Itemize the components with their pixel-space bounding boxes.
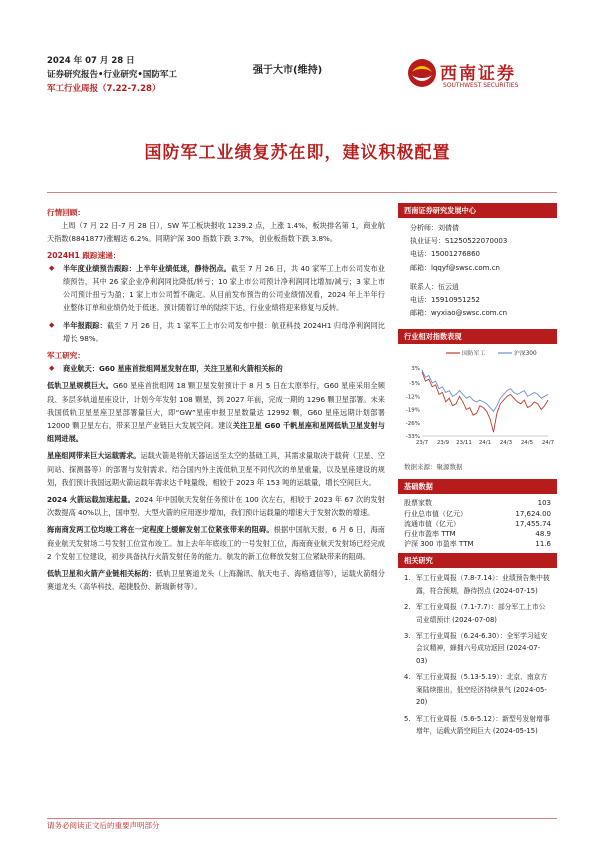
stats-label: 行业总市值（亿元） [404, 509, 467, 518]
chart-header: 行业相对指数表现 [398, 329, 557, 344]
research-center-header: 西南证券研究发展中心 [398, 203, 557, 218]
related-research-list [398, 568, 557, 745]
y-tick-label: -5% [409, 381, 420, 388]
stats-label: 股票家数 [404, 499, 432, 508]
company-logo [407, 55, 557, 95]
stats-value: 48.9 [535, 530, 551, 539]
x-tick-label: 24/7 [541, 440, 555, 447]
report-type: 证券研究报告•行业研究•国防军工 [47, 70, 177, 80]
x-tick-label: 24/1 [478, 440, 492, 447]
related-research-text: 军工行业周报（7.8-7.14）：业绩预告集中披露，符合预期，静待拐点 (2024-07-15) [416, 574, 550, 595]
related-research-number: 4. [404, 673, 411, 682]
paragraph-emphasis: 关注卫星 G60 千帆星座和星网低轨卫星发射与组网进展。 [47, 421, 385, 444]
related-research-item[interactable] [404, 671, 551, 708]
paragraph-2024-launch [47, 493, 385, 519]
section-title-market: 行情回顾： [47, 208, 85, 217]
paragraph-text: 运载火箭是将航天器运送至太空的基础工具，其需求量取决于载荷（卫星、空间站、探测器等）的部署与发射需求。结合国内外主流低轨卫星不同代次的单星重量，以及星座建设的规划，我们预计我国远期火箭运载年需求达千吨量级，相较于 2023 年 153 吨的运载量，增长空间巨大。 [47, 451, 385, 487]
section-title-research: 军工研究： [47, 351, 85, 361]
related-research-number: 2. [404, 603, 411, 612]
stats-label: 沪深 300 市盈率 TTM [404, 540, 474, 549]
paragraph-leo-satellites [47, 379, 385, 445]
chart-source: 数据来源：聚源数据 [404, 463, 463, 472]
y-tick-label: -26% [405, 421, 420, 428]
paragraph-hainan-launch-site [47, 523, 385, 563]
logo-mark-icon [407, 58, 437, 88]
report-date: 2024 年 07 月 28 日 [47, 56, 135, 66]
related-research-item[interactable] [404, 572, 551, 597]
line-chart [398, 344, 557, 459]
x-tick-label: 23/11 [456, 440, 472, 447]
header-info [47, 54, 177, 96]
paragraph-launch-demand [47, 449, 385, 489]
bullet-earnings-forecast [47, 262, 385, 315]
paragraph-related-stocks [47, 567, 385, 593]
rating: 强于大市(维持) [253, 65, 323, 76]
stats-value: 17,624.00 [515, 509, 551, 518]
legend-label: 沪深300 [514, 351, 537, 358]
related-research-header: 相关研究 [398, 553, 557, 568]
bullet-heading: 半年报跟踪： [63, 320, 107, 330]
stats-row [404, 509, 551, 519]
basic-data-header: 基础数据 [398, 479, 557, 494]
x-tick-label: 23/7 [415, 440, 429, 447]
related-research-number: 3. [404, 632, 411, 641]
bullet-text: 截至 7 月 26 日，共 1 家军工上市公司发布中报：航亚科技 2024H1 归母净利润同比增长 98%。 [63, 320, 385, 343]
logo-subtext: SOUTHWEST SECURITIES [443, 82, 519, 89]
paragraph-text: G60 星座首批组网 18 颗卫星发射预计于 8 月 5 日在太原举行，G60 星座采用全频段、多层多轨道星座设计，计划今年发射 108 颗星，到 2027 年前，完成一期的 1296 颗卫星部署。未来我国低轨卫星星座卫星部署量巨大，即“GW”星座申报卫星数量达 12992 颗，G60 星座远期计划部署 12000 颗卫星左右，带来卫星产业链巨大发展空间。建议 [47, 381, 385, 431]
related-research-item[interactable] [404, 630, 551, 667]
bullet-half-year-report [47, 319, 385, 345]
analyst-email[interactable]: 邮箱：lqqyf@swsc.com.cn [410, 263, 500, 272]
y-tick-label: 3% [411, 366, 420, 373]
paragraph-heading: 海南商发两工位均竣工将在一定程度上缓解发射工位紧张带来的阻碍。 [47, 525, 274, 535]
main-content [47, 203, 385, 597]
footer-disclaimer: 请务必阅读正文后的重要声明部分 [47, 821, 160, 830]
stats-label: 流通市值（亿元） [404, 519, 460, 528]
analyst-info [398, 218, 557, 324]
stats-row [404, 498, 551, 508]
stats-row [404, 529, 551, 539]
related-research-text: 军工行业周报（6.24-6.30）：全军学习延安会议精神，蜂拥六号成功返回 (2024-07-03) [416, 632, 548, 665]
analyst-cert: 执业证号：S1250522070003 [410, 237, 508, 246]
stats-value: 103 [537, 499, 551, 508]
stats-label: 行业市盈率 TTM [404, 530, 456, 539]
legend-label: 国防军工 [462, 351, 486, 358]
stats-row [404, 539, 551, 549]
paragraph-heading: 低轨卫星和火箭产业链相关标的： [47, 569, 157, 579]
related-research-item[interactable] [404, 601, 551, 626]
stats-value: 11.6 [535, 540, 551, 549]
paragraph-heading: 星座组网带来巨大运载需求。 [47, 451, 141, 461]
bullet-heading: 半年度业绩预告跟踪：上半年业绩低迷，静待拐点。 [63, 263, 231, 273]
related-research-text: 军工行业周报（7.1-7.7）：部分军工上市公司业绩预计 (2024-07-08) [416, 603, 546, 624]
series-line [422, 370, 548, 412]
stats-row [404, 519, 551, 529]
relative-index-chart [398, 344, 557, 459]
y-tick-label: -12% [405, 394, 420, 401]
series-line [422, 372, 548, 433]
y-tick-label: -33% [405, 434, 420, 441]
paragraph-text: 低轨卫星赛道龙头（上海瀚讯、航天电子、海格通信等），运载火箭细分赛道龙头（高华科技、超捷股份、新瑞新材等）。 [47, 569, 385, 592]
related-research-item[interactable] [404, 713, 551, 738]
stats-value: 17,455.74 [515, 519, 551, 528]
basic-data-table [404, 498, 551, 549]
paragraph-text: 根据中国航天报，6 月 6 日，海南商业航天发射场二号发射工位宣布竣工。加上去年年底竣工的一号发射工位，海南商业航天发射场已经完成 2 个发射工位建设，初步具备执行火箭发射任务的能力。航发的新工位释放发射工位紧缺带来的阻碍。 [47, 525, 385, 561]
paragraph-text: 2024 年中国航天发射任务预计在 100 次左右，相较于 2023 年 67 次的发射次数提高 40%以上，国申型、大型火箭的应用逐步增加，我们预计运载量的增速大于发射次数的增速。 [47, 495, 385, 518]
market-review-text: 上周（7 月 22 日-7 月 28 日），SW 军工板块报收 1239.2 点，上涨 1.4%，板块排名第 1，商业航天指数(8841877)涨幅达 6.2%。同期沪深 300 指数下跌 3.7%，创业板指数下跌 3.8%。 [47, 221, 385, 244]
footer-divider [47, 818, 557, 819]
related-research-number: 1. [404, 574, 411, 583]
x-tick-label: 24/3 [499, 440, 513, 447]
report-title: 国防军工业绩复苏在即，建议积极配置 [144, 143, 451, 163]
sidebar [398, 203, 557, 745]
contact-phone: 电话：15910951252 [410, 296, 480, 305]
related-research-text: 军工行业周报（5.6-5.12）：新型号发射增事增年，运载火箭空间巨大 (2024-05-15) [416, 714, 550, 735]
analyst-phone: 电话：15001276860 [410, 250, 480, 259]
report-series: 军工行业周报（7.22-7.28） [47, 84, 161, 94]
divider [47, 192, 557, 193]
x-tick-label: 24/5 [520, 440, 534, 447]
bullet-commercial-space [47, 362, 385, 375]
contact-email[interactable]: 邮箱：wyxiao@swsc.com.cn [410, 309, 508, 318]
paragraph-heading: 2024 火箭运载加速起量。 [47, 495, 135, 505]
paragraph-heading: 低轨卫星规模巨大。 [47, 381, 113, 391]
x-tick-label: 23/9 [436, 440, 450, 447]
bullet-heading: 商业航天：G60 星座首批组网星发射在即，关注卫星和火箭相关标的 [63, 364, 283, 374]
logo-text: 西南证券 [440, 64, 516, 84]
analyst-name: 分析师：刘倩倩 [410, 224, 459, 232]
related-research-text: 军工行业周报（5.13-5.19）：北京、南京方案陆续推出，低空经济持续景气 (2024-05-20) [416, 673, 548, 707]
bullet-text: 截至 7 月 26 日，共 40 家军工上市公司发布业绩预告，其中 26 家企业净利润同比降低/转亏；10 家上市公司预计净利润同比增加/减亏；3 家上市公司预计扭亏为盈；1 家上市公司暂不确定。从目前发布预告的公司业绩情况看，2024 年上半年行业整体订单和业绩仍处于低迷。预计随着订单的陆续下达，行业业绩将迎来修复与反转。 [63, 263, 385, 313]
section-title-tracking: 2024H1 跟踪速递： [47, 250, 121, 260]
contact-name: 联系人：伍云逍 [410, 282, 459, 291]
related-research-number: 5. [404, 714, 411, 723]
y-tick-label: -19% [405, 407, 420, 414]
